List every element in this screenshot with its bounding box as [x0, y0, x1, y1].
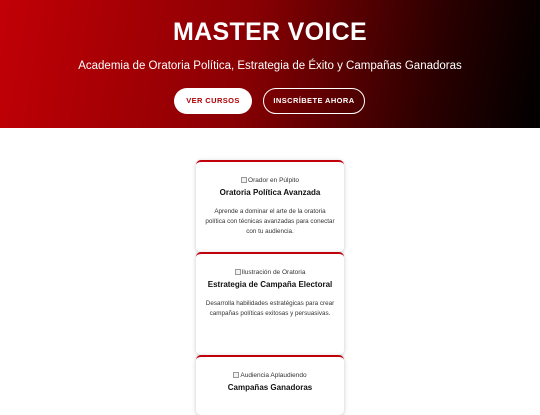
card-image: [204, 268, 336, 277]
broken-image-icon: [233, 372, 239, 378]
course-card[interactable]: [196, 355, 344, 415]
course-cards: [196, 160, 344, 415]
course-card[interactable]: [196, 252, 344, 355]
view-courses-button[interactable]: VER CURSOS: [174, 88, 252, 114]
hero-subtitle: Academia de Oratoria Política, Estrategia de Éxito y Campañas Ganadoras: [78, 60, 462, 72]
card-title: Estrategia de Campaña Electoral: [207, 280, 333, 289]
card-image: [204, 176, 336, 185]
card-image: [204, 371, 336, 380]
card-image-alt: Audiencia Aplaudiendo: [240, 372, 307, 379]
card-title: Oratoria Política Avanzada: [219, 188, 321, 197]
page-title: MASTER VOICE: [173, 18, 367, 46]
enroll-now-button[interactable]: INSCRÍBETE AHORA: [263, 88, 365, 114]
card-image-alt: Orador en Púlpito: [248, 177, 299, 184]
card-title: Campañas Ganadoras: [227, 383, 313, 392]
course-card[interactable]: [196, 160, 344, 252]
card-description: Aprende a dominar el arte de la oratoria política con técnicas avanzadas para conectar con tu audiencia.: [205, 208, 335, 235]
broken-image-icon: [235, 269, 241, 275]
broken-image-icon: [241, 177, 247, 183]
card-description: Desarrolla habilidades estratégicas para crear campañas políticas exitosas y persuasivas.: [205, 300, 335, 317]
hero-banner: [0, 0, 540, 128]
card-image-alt: Ilustración de Oratoria: [241, 269, 306, 276]
